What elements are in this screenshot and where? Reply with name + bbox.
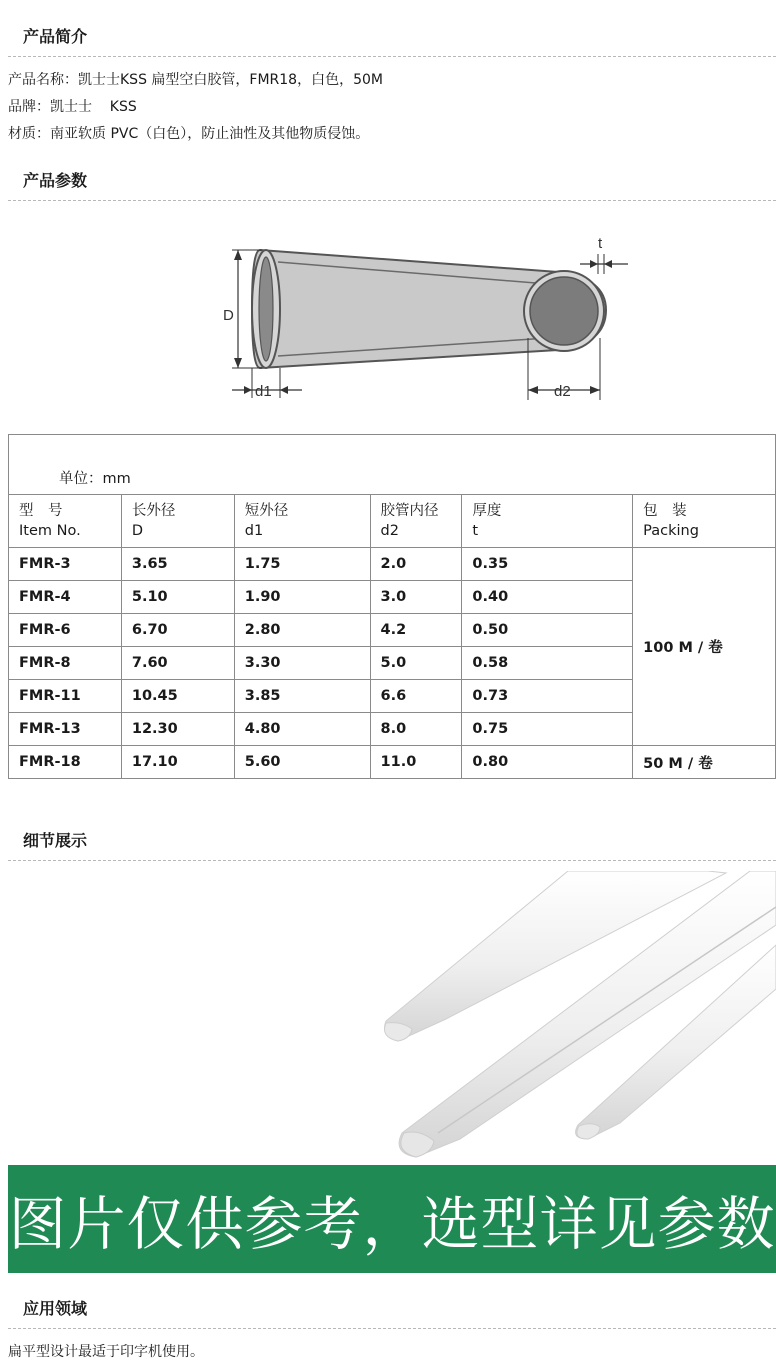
intro-section-header: [0, 26, 776, 58]
application-title: 应用领域: [23, 1299, 88, 1318]
cell-d: 5.10: [121, 581, 234, 614]
cell-item-no: FMR-6: [9, 614, 122, 647]
cell-item-no: FMR-8: [9, 647, 122, 680]
tubes-illustration: [8, 871, 776, 1165]
cell-packing-last: 50 M / 卷: [633, 746, 776, 779]
product-photo: [8, 871, 776, 1165]
cell-d1: 3.30: [234, 647, 370, 680]
cell-item-no: FMR-13: [9, 713, 122, 746]
cell-t: 0.80: [462, 746, 633, 779]
label-d2: d2: [554, 383, 571, 400]
table-header-row: [9, 495, 776, 548]
cell-d: 17.10: [121, 746, 234, 779]
material-line: 材质：南亚软质 PVC（白色），防止油性及其他物质侵蚀。: [8, 126, 370, 142]
cell-item-no: FMR-11: [9, 680, 122, 713]
params-section-header: [0, 170, 776, 202]
cell-d2: 11.0: [370, 746, 462, 779]
cell-d: 6.70: [121, 614, 234, 647]
params-title: 产品参数: [23, 171, 88, 190]
cell-d2: 5.0: [370, 647, 462, 680]
cell-d2: 8.0: [370, 713, 462, 746]
product-name-line: 产品名称：凯士士KSS 扁型空白胶管，FMR18，白色，50M: [8, 72, 383, 88]
label-d1: d1: [255, 383, 272, 400]
divider: [8, 860, 776, 861]
cell-d: 7.60: [121, 647, 234, 680]
label-t: t: [598, 235, 603, 252]
cell-d1: 5.60: [234, 746, 370, 779]
divider: [8, 200, 776, 201]
cell-d2: 2.0: [370, 548, 462, 581]
cell-t: 0.73: [462, 680, 633, 713]
reference-notice-banner: [8, 1165, 776, 1273]
cell-d: 12.30: [121, 713, 234, 746]
cell-t: 0.75: [462, 713, 633, 746]
header-item-no: 型 号 Item No.: [9, 495, 122, 548]
header-long-od: 长外径 D: [121, 495, 234, 548]
tube-round-end-inner: [530, 277, 598, 345]
divider: [8, 56, 776, 57]
cell-t: 0.35: [462, 548, 633, 581]
cell-d: 3.65: [121, 548, 234, 581]
cell-t: 0.50: [462, 614, 633, 647]
cell-d2: 6.6: [370, 680, 462, 713]
cell-d2: 3.0: [370, 581, 462, 614]
application-text: 扁平型设计最适于印字机使用。: [8, 1344, 204, 1360]
header-thickness: 厚度 t: [462, 495, 633, 548]
spec-table: [8, 434, 776, 779]
cell-item-no: FMR-18: [9, 746, 122, 779]
application-section-header: [0, 1298, 776, 1330]
cell-d1: 1.75: [234, 548, 370, 581]
cell-item-no: FMR-3: [9, 548, 122, 581]
brand-line: 品牌：凯士士 KSS: [8, 99, 137, 115]
intro-title: 产品简介: [23, 27, 88, 46]
tube-flat-end-inner: [259, 257, 273, 361]
cell-d1: 4.80: [234, 713, 370, 746]
cell-d1: 2.80: [234, 614, 370, 647]
cell-item-no: FMR-4: [9, 581, 122, 614]
cell-t: 0.58: [462, 647, 633, 680]
header-packing: 包 装 Packing: [633, 495, 776, 548]
detail-title: 细节展示: [23, 831, 88, 850]
unit-label: 单位：mm: [9, 435, 776, 495]
cell-d2: 4.2: [370, 614, 462, 647]
table-row: [9, 548, 776, 581]
detail-section-header: [0, 830, 776, 862]
tube-dimension-diagram: [218, 228, 638, 408]
cell-packing-group: 100 M / 卷: [633, 548, 776, 746]
cell-t: 0.40: [462, 581, 633, 614]
banner-text: 图片仅供参考，选型详见参数: [8, 1190, 776, 1258]
cell-d1: 1.90: [234, 581, 370, 614]
unit-row: [9, 435, 776, 495]
header-inner-d: 胶管内径 d2: [370, 495, 462, 548]
header-short-od: 短外径 d1: [234, 495, 370, 548]
cell-d: 10.45: [121, 680, 234, 713]
label-D: D: [223, 307, 234, 324]
table-row: [9, 746, 776, 779]
divider: [8, 1328, 776, 1329]
cell-d1: 3.85: [234, 680, 370, 713]
